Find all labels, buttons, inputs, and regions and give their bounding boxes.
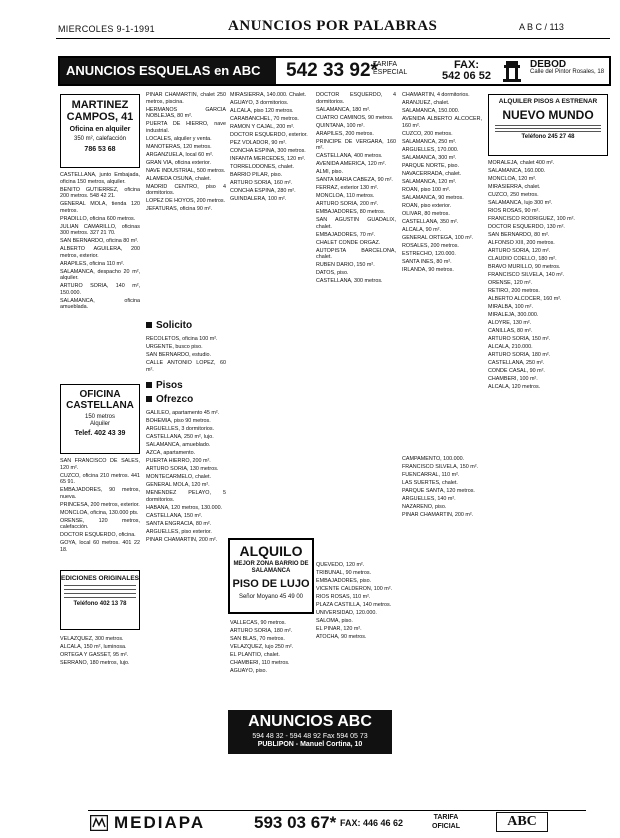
- listing-item: QUEVEDO, 120 m².: [316, 562, 365, 568]
- listing-item: NAVE INDUSTRIAL, 500 metros.: [146, 167, 226, 174]
- listing-item: ARGUELLES, 140 m².: [402, 496, 456, 502]
- listing-item: SANTA MARIA CABEZA, 90 m².: [316, 177, 393, 183]
- mediapa-phone: 593 03 67*: [254, 813, 337, 832]
- oficina-sub2: Alquiler: [89, 421, 110, 427]
- listing-item: RECOLETOS, oficina 100 m².: [146, 336, 218, 342]
- ad-phones: 594 48 32 - 594 48 92: [252, 733, 321, 740]
- listing-item: UNIVERSIDAD, 120.000.: [316, 610, 377, 616]
- ediciones-phone: Teléfono 402 13 78: [73, 601, 127, 607]
- listing-item: DOCTOR ESQUERDO, exterior.: [230, 132, 308, 138]
- listing-item: ATOCHA, 90 metros.: [316, 634, 367, 640]
- listing-item: MANOTERAS, 120 metros.: [146, 143, 212, 150]
- banner-debod: [530, 60, 610, 76]
- column-4b-listing: [316, 562, 396, 706]
- listing-item: CONCHA ESPINA, 280 m².: [230, 188, 296, 194]
- listing-item: CUATRO CAMINOS, 90 metros.: [316, 114, 394, 121]
- listing-item: TORRELODONES, chalet.: [230, 164, 295, 170]
- mediapa-bar: [88, 810, 586, 835]
- listing-item: DOCTOR ESQUERDO, 130 m².: [488, 224, 565, 230]
- listing-item: GENERAL MOLA, tienda 120 metros.: [60, 201, 140, 214]
- listing-item: EL PINAR, 120 m².: [316, 626, 362, 632]
- ediciones-filler: [64, 585, 136, 598]
- listing-item: SAN BLAS, 70 metros.: [230, 636, 285, 642]
- listing-item: GENERAL MOLA, 120 m².: [146, 482, 210, 488]
- listing-item: ALCALA, piso 120 metros.: [230, 108, 294, 114]
- listing-item: PEZ VOLADOR, 90 m².: [230, 140, 287, 146]
- listing-item: FRANCISCO SILVELA, 150 m².: [402, 464, 478, 470]
- listing-item: PINAR CHAMARTIN, 200 m².: [146, 536, 218, 543]
- estrenar-title: ALQUILER PISOS A ESTRENAR: [498, 98, 598, 105]
- ad-phones-line: [228, 733, 392, 740]
- listing-item: OLIVAR, 80 metros.: [402, 210, 450, 217]
- listing-item: CUZCO, 250 metros.: [488, 192, 539, 198]
- listing-item: PRINCIPE DE VERGARA, 160 m².: [316, 138, 396, 151]
- listing-item: CHALET CONDE ORGAZ.: [316, 239, 381, 246]
- listing-item: PARQUE NORTE, piso.: [402, 162, 460, 169]
- listing-item: EMBAJADORES, piso.: [316, 578, 372, 584]
- listing-item: ARTURO SORIA, 130 metros.: [146, 466, 219, 472]
- listing-item: MENENDEZ PELAYO, 5 dormitorios.: [146, 490, 226, 503]
- debod-title: DEBOD: [530, 59, 567, 70]
- listing-item: URGENTE, busco piso.: [146, 344, 203, 350]
- listing-item: ORTEGA Y GASSET, 95 m².: [60, 652, 129, 658]
- ad-fax: Fax 594 05 73: [322, 733, 368, 740]
- estrenar-filler: [495, 125, 601, 132]
- listing-item: SALAMANCA, 150.000.: [402, 108, 460, 114]
- temple-icon: [501, 59, 523, 83]
- listing-item: SAN FRANCISCO DE SALES, 120 m².: [60, 458, 140, 471]
- listing-item: CARABANCHEL, 70 metros.: [230, 116, 299, 122]
- header-page-number: A B C / 113: [519, 22, 564, 32]
- listing-item: GENERAL ORTEGA, 100 m².: [402, 234, 473, 241]
- listing-item: AVENIDA ALBERTO ALCOCER, 160 m².: [402, 116, 482, 129]
- listing-item: ARANJUEZ, chalet.: [402, 100, 450, 106]
- listing-item: ARGANZUELA, local 60 m².: [146, 151, 214, 158]
- listing-item: FRANCISCO RODRIGUEZ, 100 m².: [488, 216, 575, 222]
- column-2-listing: [146, 92, 226, 318]
- banner-label: ANUNCIOS ESQUELAS en ABC: [60, 58, 276, 84]
- listing-item: AVENIDA AMERICA, 120 m².: [316, 161, 386, 167]
- listing-item: VELAZQUEZ, 300 metros.: [60, 636, 124, 642]
- ediciones-title: EDICIONES ORIGINALES: [61, 575, 140, 582]
- listing-item: ARTURO SORIA, 150 m².: [488, 336, 551, 342]
- listing-item: DOCTOR ESQUERDO, oficina.: [60, 532, 136, 538]
- listing-item: MIRASIERRA, 140.000. Chalet.: [230, 92, 307, 98]
- listing-item: EMBAJADORES, 80 metros.: [316, 209, 386, 215]
- listing-item: CANILLAS, 80 m².: [488, 328, 533, 334]
- listing-item: EMBAJADORES, 70 m².: [316, 231, 376, 238]
- listing-item: BRAVO MURILLO, 90 metros.: [488, 264, 561, 270]
- listing-item: ALCALA, 150 m², luminosa.: [60, 644, 127, 650]
- listing-item: VELAZQUEZ, lujo 250 m².: [230, 644, 294, 650]
- ad-title: ANUNCIOS ABC: [248, 713, 372, 730]
- listing-item: CASTELLANA, 150 m².: [146, 512, 203, 519]
- listing-item: AZCA, apartamento.: [146, 450, 196, 456]
- mediapa-logo-icon: [90, 815, 108, 831]
- listing-item: ARAPILES, oficina 110 m².: [60, 260, 125, 267]
- listing-item: CAMPAMENTO, 100.000.: [402, 456, 465, 462]
- section-bullet-icon: [146, 322, 152, 328]
- listing-item: SANTA ENGRACIA, 80 m².: [146, 520, 212, 527]
- listing-item: SALAMANCA, amueblado.: [146, 442, 211, 448]
- listing-item: BARRIO PILAR, piso.: [230, 172, 283, 178]
- listing-item: MIRASIERRA, chalet.: [488, 184, 541, 190]
- listing-item: NAVACERRADA, chalet.: [402, 170, 462, 177]
- listing-item: RIOS ROSAS, 110 m².: [316, 594, 371, 600]
- listing-item: PRADILLO, oficina 600 metros.: [60, 215, 136, 222]
- listing-item: IRLANDA, 90 metros.: [402, 266, 454, 273]
- listing-item: SALAMANCA, lujo 300 m².: [488, 200, 553, 206]
- listing-item: CHAMBERI, 110 metros.: [230, 660, 290, 666]
- listing-item: EL PLANTIO, chalet.: [230, 652, 280, 658]
- listing-item: ESTRECHO, 120.000.: [402, 250, 456, 257]
- oficina-title: OFICINA CASTELLANA: [66, 389, 134, 411]
- banner-fax-number: 542 06 52: [442, 70, 491, 82]
- martinez-body: 350 m², calefacción: [73, 136, 127, 142]
- alquilo-big: PISO DE LUJO: [232, 578, 310, 590]
- listing-item: MONTECARMELO, chalet.: [146, 474, 212, 480]
- martinez-campos-box: [60, 94, 140, 168]
- listing-item: FERRAZ, exterior 130 m².: [316, 185, 379, 191]
- listing-item: CASTELLANA, 250 m².: [488, 360, 545, 366]
- listing-item: MADRID CENTRO, piso 4 dormitorios.: [146, 183, 226, 196]
- listing-item: MONCLOA, 110 metros.: [316, 193, 375, 199]
- section-solicito: [146, 320, 192, 331]
- listing-item: SALAMANCA, despacho 20 m², alquiler.: [60, 268, 140, 281]
- listing-item: CUZCO, 200 metros.: [402, 130, 453, 137]
- listing-item: FUENCARRAL, 110 m².: [402, 472, 460, 478]
- listing-item: MONCLOA, 120 m².: [488, 176, 537, 182]
- martinez-title: MARTINEZ CAMPOS, 41: [66, 99, 134, 123]
- listing-item: SALAMANCA, 180 m².: [316, 106, 371, 113]
- listing-item: AGUAYO, piso.: [230, 668, 268, 674]
- listing-item: ALCALA, 90 m².: [402, 226, 441, 233]
- header-title: ANUNCIOS POR PALABRAS: [228, 18, 438, 34]
- abc-logo: ABC: [496, 812, 548, 832]
- listing-item: DATOS, piso.: [316, 270, 349, 276]
- listing-item: GALILEO, apartamento 45 m².: [146, 410, 220, 416]
- listing-item: LOPEZ DE HOYOS, 200 metros.: [146, 198, 226, 204]
- martinez-sub: Oficina en alquiler: [69, 126, 131, 133]
- column-1b-listing: [60, 458, 140, 578]
- listing-item: SAN BERNARDO, 80 m².: [488, 232, 550, 238]
- listing-item: RETIRO, 200 metros.: [488, 288, 540, 294]
- ad-address: PUBLIPON - Manuel Cortina, 10: [257, 741, 363, 748]
- header-rule: [56, 38, 610, 39]
- section-ofrezco-label: Ofrezco: [156, 394, 194, 405]
- mediapa-fax: FAX: 446 46 62: [340, 818, 404, 828]
- listing-item: GOYA, local 60 metros. 401 22 18.: [60, 540, 140, 553]
- column-3b-listing: [230, 620, 310, 706]
- listing-item: SALAMANCA, 250 m².: [402, 138, 457, 145]
- listing-item: VALLECAS, 90 metros.: [230, 620, 286, 626]
- listing-item: ARAPILES, 200 metros.: [316, 130, 374, 137]
- listing-item: HABANA, 120 metros, 130.000.: [146, 504, 223, 511]
- listing-item: MORALEJA, chalet 400 m².: [488, 160, 555, 166]
- section-ofrezco: [146, 394, 193, 405]
- listing-item: ARTURO SORIA, 140 m², 150.000.: [60, 283, 140, 296]
- column-5b-listing: [402, 456, 482, 806]
- listing-item: SAN BERNARDO, estudio.: [146, 352, 212, 358]
- listing-item: SALOMA, piso.: [316, 618, 353, 624]
- column-5-listing: [402, 92, 482, 452]
- listing-item: PRINCESA, 200 metros, exterior.: [60, 501, 140, 508]
- alquilo-sub: MEJOR ZONA BARRIO DE SALAMANCA: [233, 561, 309, 574]
- listing-item: ARGUELLES, piso exterior.: [146, 528, 212, 535]
- listing-item: ALOYRE, 130 m².: [488, 320, 532, 326]
- listing-item: HERMANOS GARCIA NOBLEJAS, 80 m².: [146, 106, 226, 119]
- anuncios-abc-ad: [228, 710, 392, 754]
- listing-item: RAMON Y CAJAL, 200 m².: [230, 124, 295, 130]
- listing-item: CONCHA ESPINA, 300 metros.: [230, 148, 306, 154]
- listing-item: TRIBUNAL, 90 metros.: [316, 570, 372, 576]
- listing-item: SANTA INES, 80 m².: [402, 258, 452, 265]
- listing-item: CHAMBERI, 100 m².: [488, 376, 538, 382]
- listing-item: SAN AGUSTIN GUADALIX, chalet.: [316, 217, 396, 230]
- listing-item: EMBAJADORES, 90 metros, nueva.: [60, 487, 140, 500]
- listing-item: GRAN VIA, oficina exterior.: [146, 159, 212, 166]
- listing-item: VICENTE CALDERON, 100 m².: [316, 586, 393, 592]
- listing-item: CASTELLANA, 250 m², lujo.: [146, 434, 214, 440]
- listing-item: BOHEMIA, piso 90 metros.: [146, 418, 211, 424]
- listing-item: ALFONSO XIII, 200 metros.: [488, 240, 555, 246]
- column-1c-listing: [60, 636, 140, 806]
- listing-item: PUERTA HIERRO, 200 m².: [146, 458, 211, 464]
- listing-item: ARTURO SORIA, 200 m².: [316, 201, 379, 207]
- listing-item: JEFATURAS, oficina 90 m².: [146, 206, 213, 212]
- listing-item: QUINTANA, 100 m².: [316, 122, 365, 129]
- listing-item: ROAN, piso 100 m².: [402, 186, 451, 193]
- listing-item: RUBEN DARIO, 150 m².: [316, 262, 375, 268]
- listing-item: PUERTA DE HIERRO, nave industrial.: [146, 121, 226, 134]
- banner-fax: [442, 60, 491, 82]
- column-2c-listing: [146, 410, 226, 806]
- listing-item: ARTURO SORIA, 180 m².: [488, 352, 551, 358]
- listing-item: MIRALBA, 100 m².: [488, 304, 533, 310]
- listing-item: FRANCISCO SILVELA, 140 m².: [488, 272, 564, 278]
- banner-fax-label: FAX:: [453, 59, 479, 71]
- listing-item: CASTELLANA, 300 metros.: [316, 278, 383, 284]
- martinez-phone: 786 53 68: [84, 146, 116, 153]
- listing-item: LAS SUERTES, chalet.: [402, 480, 458, 486]
- listing-item: ARTURO SORIA, 160 m².: [230, 180, 293, 186]
- listing-item: CONDE CASAL, 90 m².: [488, 368, 545, 374]
- listing-item: ARTURO SORIA, 120 m².: [488, 248, 551, 254]
- listing-item: ROSALES, 200 metros.: [402, 242, 459, 249]
- listing-item: SALAMANCA, 300 m².: [402, 154, 457, 161]
- listing-item: MIRALEJA, 300.000.: [488, 312, 539, 318]
- listing-item: PARQUE SANTA, 120 metros.: [402, 488, 475, 494]
- listing-item: MONCLOA, oficina, 130.000 pts.: [60, 509, 139, 516]
- ediciones-box: [60, 570, 140, 630]
- alquilo-phone: Señor Moyano 45 49 00: [238, 594, 304, 600]
- listing-item: SALAMANCA, 90 metros.: [402, 194, 464, 201]
- section-bullet-icon: [146, 382, 152, 388]
- listing-item: AGUAYO, 3 dormitorios.: [230, 100, 289, 106]
- listing-item: SAN BERNARDO, oficina 80 m².: [60, 238, 139, 244]
- listing-item: CASTELLANA, 350 m².: [402, 218, 459, 225]
- listing-item: CUZCO, oficina 210 metros. 441 65 91.: [60, 472, 140, 485]
- banner-tarifa: TARIFA ESPECIAL: [373, 61, 408, 76]
- alquilo-box: [228, 538, 314, 614]
- estrenar-big: NUEVO MUNDO: [502, 108, 594, 122]
- header-date: MIERCOLES 9-1-1991: [58, 24, 155, 34]
- banner-phone: 542 33 92*: [286, 60, 378, 81]
- listing-item: SALAMANCA, oficina amueblada.: [60, 297, 140, 310]
- esquelas-banner: [58, 56, 611, 86]
- listing-item: ARGUELLES, 3 dormitorios.: [146, 426, 215, 432]
- listing-item: GUINDALERA, 100 m².: [230, 196, 287, 202]
- debod-address: Calle del Pintor Rosales, 18: [530, 69, 605, 75]
- listing-item: ORENSE, 120 m².: [488, 280, 533, 286]
- listing-item: DOCTOR ESQUERDO, 4 dormitorios.: [316, 92, 396, 105]
- listing-item: CHAMARTIN, 4 dormitorios.: [402, 92, 470, 98]
- section-pisos-label: Pisos: [156, 380, 183, 391]
- mediapa-tarifa: TARIFA OFICIAL: [432, 814, 460, 830]
- section-solicito-label: Solicito: [156, 320, 193, 331]
- listing-item: ALAMEDA OSUNA, chalet.: [146, 175, 212, 182]
- listing-item: ARGUELLES, 170.000.: [402, 146, 459, 153]
- column-6-listing: [488, 160, 606, 806]
- nuevo-mundo-box: [488, 94, 608, 156]
- listing-item: NAZARENO, piso.: [402, 504, 447, 510]
- listing-item: CLAUDIO COELLO, 180 m².: [488, 256, 557, 262]
- listing-item: BENITO GUTIERREZ, oficina 200 metros. 548 42 21.: [60, 186, 140, 199]
- listing-item: SERRANO, 180 metros, lujo.: [60, 660, 130, 666]
- listing-item: INFANTA MERCEDES, 120 m².: [230, 156, 306, 162]
- estrenar-phone: Teléfono 245 27 48: [521, 134, 575, 140]
- listing-item: RIOS ROSAS, 90 m².: [488, 208, 540, 214]
- listing-item: SALAMANCA, 160.000.: [488, 168, 546, 174]
- column-1-listing: [60, 172, 140, 384]
- listing-item: PINAR CHAMARTIN, chalet 250 metros, piscina.: [146, 92, 226, 105]
- mediapa-name: MEDIAPA: [114, 813, 206, 832]
- section-pisos: [146, 380, 183, 391]
- listing-item: ALBERTO ALCOCER, 160 m².: [488, 296, 562, 302]
- section-bullet-icon: [146, 396, 152, 402]
- column-3-listing: [230, 92, 310, 534]
- listing-item: CASTELLANA, 400 metros.: [316, 153, 383, 159]
- oficina-phone: Telef. 402 43 39: [74, 430, 126, 437]
- column-4-listing: [316, 92, 396, 558]
- oficina-sub: 150 metros: [84, 414, 115, 420]
- listing-item: ALCALA, 120 metros.: [488, 384, 541, 390]
- listing-item: PLAZA CASTILLA, 140 metros.: [316, 602, 392, 608]
- listing-item: AUTOPISTA BARCELONA, chalet.: [316, 247, 396, 260]
- listing-item: JULIAN CAMARILLO, oficinas 300 metros. 327 21 70.: [60, 223, 140, 236]
- listing-item: ALBERTO AGUILERA, 200 metros, exterior.: [60, 246, 140, 259]
- listing-item: LOCALES, alquiler y venta.: [146, 135, 212, 142]
- alquilo-title: ALQUILO: [239, 543, 303, 559]
- column-2b-listing: [146, 336, 226, 376]
- listing-item: ORENSE, 120 metros, calefacción.: [60, 517, 140, 530]
- oficina-castellana-box: [60, 384, 140, 454]
- listing-item: ARTURO SORIA, 180 m².: [230, 628, 293, 634]
- listing-item: PINAR CHAMARTIN, 200 m².: [402, 512, 474, 518]
- listing-item: CASTELLANA, junto Embajada, oficina 150 metros, alquiler.: [60, 172, 140, 185]
- listing-item: ROAN, piso exterior.: [402, 202, 452, 209]
- listing-item: SALAMANCA, 120 m².: [402, 178, 457, 185]
- listing-item: ALCALA, 210.000.: [488, 344, 533, 350]
- listing-item: CALLE ANTONIO LOPEZ, 60 m².: [146, 360, 226, 373]
- listing-item: ALMI, piso.: [316, 169, 343, 175]
